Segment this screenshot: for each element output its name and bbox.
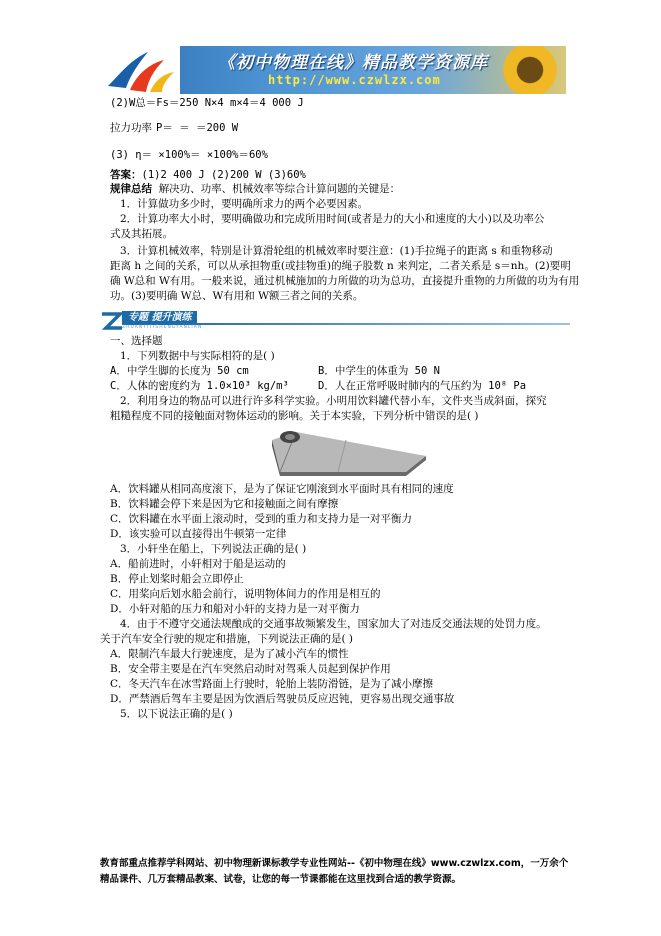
summary-point-2a: 2．计算功率大小时，要明确做功和完成所用时间(或者是力的大小和速度的大小)以及功率公 [120, 213, 545, 225]
section-banner [100, 311, 570, 333]
q3-option-a: A．船前进时，小轩相对于船是运动的 [110, 558, 286, 570]
question-4a: 4．由于不遵守交通法规酿成的交通事故频繁发生，国家加大了对违反交通法规的处罚力度。 [120, 618, 547, 630]
incline-experiment-figure [266, 428, 432, 476]
q3-option-c: C．用桨向后划水船会前行，说明物体间力的作用是相互的 [110, 588, 381, 600]
summary-point-3c: 确 W总和 W有用。一般来说，通过机械施加的力所做的功为总功，直接提升重物的力所做的功为有用 [110, 275, 580, 287]
summary-intro: 解决功、功率、机械效率等综合计算问题的关键是： [158, 183, 401, 195]
summary-label: 规律总结 [110, 183, 152, 195]
solution-line-2: (2)W总＝Fs＝250 N×4 m×4＝4 000 J [110, 97, 304, 109]
answer-line [110, 168, 306, 182]
q2-option-d: D．该实验可以直接得出牛顿第一定律 [110, 528, 287, 540]
summary-point-1: 1．计算做功多少时，要明确所求力的两个必要因素。 [120, 198, 369, 210]
section-title: 专题 提升演练 [122, 311, 197, 325]
summary-point-3d: 功。(3)要明确 W总、W有用和 W额三者之间的关系。 [110, 290, 364, 302]
question-2b: 粗糙程度不同的接触面对物体运动的影响。关于本实验，下列分析中错误的是( ) [110, 410, 479, 422]
q1-option-b: B．中学生的体重为 50 N [318, 365, 440, 377]
answer-value: (1)2 400 J (2)200 W (3)60% [141, 169, 306, 181]
summary-point-3b: 距离 h 之间的关系，可以从承担物重(或挂物重)的绳子股数 n 来判定，二者关系是 s＝nh。(2)要明 [110, 260, 571, 272]
zt-logo-icon [100, 311, 124, 333]
question-1: 1．下列数据中与实际相符的是( ) [120, 350, 275, 362]
power-equation: P＝ ＝ ＝200 W [156, 122, 239, 134]
question-3: 3．小轩坐在船上，下列说法正确的是( ) [120, 543, 307, 555]
sunflower-icon [500, 46, 560, 94]
summary-point-3a: 3．计算机械效率，特别是计算滑轮组的机械效率时要注意：(1)手拉绳子的距离 s 和重物移动 [120, 245, 553, 257]
header-banner [100, 46, 566, 94]
question-5: 5．以下说法正确的是( ) [120, 708, 233, 720]
q2-option-c: C．饮料罐在水平面上滚动时，受到的重力和支持力是一对平衡力 [110, 513, 413, 525]
power-label: 拉力功率 [110, 122, 152, 134]
q1-option-c: C．人体的密度约为 1.0×10³ kg/m³ [110, 380, 289, 392]
q3-option-b: B．停止划桨时船会立即停止 [110, 573, 244, 585]
site-logo [100, 46, 180, 94]
question-4b: 关于汽车安全行驶的规定和措施，下列说法正确的是( ) [100, 633, 354, 645]
solution-line-3: (3) η＝ ×100%＝ ×100%＝60% [110, 149, 268, 161]
q4-option-d: D．严禁酒后驾车主要是因为饮酒后驾驶员反应迟钝，更容易出现交通事故 [110, 693, 455, 705]
q3-option-d: D．小轩对船的压力和船对小轩的支持力是一对平衡力 [110, 603, 360, 615]
summary-intro-line [110, 182, 400, 196]
q1-option-a: A．中学生脚的长度为 50 cm [110, 365, 249, 377]
questions-heading: 一、选择题 [110, 335, 163, 347]
q2-option-b: B．饮料罐会停下来是因为它和接触面之间有摩擦 [110, 498, 339, 510]
q2-option-a: A．饮料罐从相同高度滚下，是为了保证它刚滚到水平面时具有相同的速度 [110, 483, 454, 495]
q1-option-d: D．人在正常呼吸时肺内的气压约为 10⁸ Pa [318, 380, 527, 392]
answer-label: 答案： [110, 169, 142, 181]
section-rule [162, 323, 570, 325]
q4-option-c: C．冬天汽车在冰雪路面上行驶时，轮胎上装防滑链，是为了减小摩擦 [110, 678, 434, 690]
summary-point-2b: 式及其拓展。 [110, 228, 173, 240]
page-footer: 教育部重点推荐学科网站、初中物理新课标教学专业性网站--《初中物理在线》www.czwlzx.com，一万余个精品课件、几万套精品教案、试卷，让您的每一节课都能在这里找到合适的教学资源。 [100, 858, 569, 885]
question-2a: 2．利用身边的物品可以进行许多科学实验。小明用饮料罐代替小车，文件夹当成斜面，探究 [120, 395, 547, 407]
site-title: 《初中物理在线》精品教学资源库 [218, 53, 488, 73]
section-pinyin: ZHUANTITISHENGYANLIAN [122, 325, 203, 330]
site-url[interactable]: http://www.czwlzx.com [268, 73, 441, 87]
q4-option-b: B．安全带主要是在汽车突然启动时对驾乘人员起到保护作用 [110, 663, 391, 675]
q4-option-a: A．限制汽车最大行驶速度，是为了减小汽车的惯性 [110, 648, 349, 660]
